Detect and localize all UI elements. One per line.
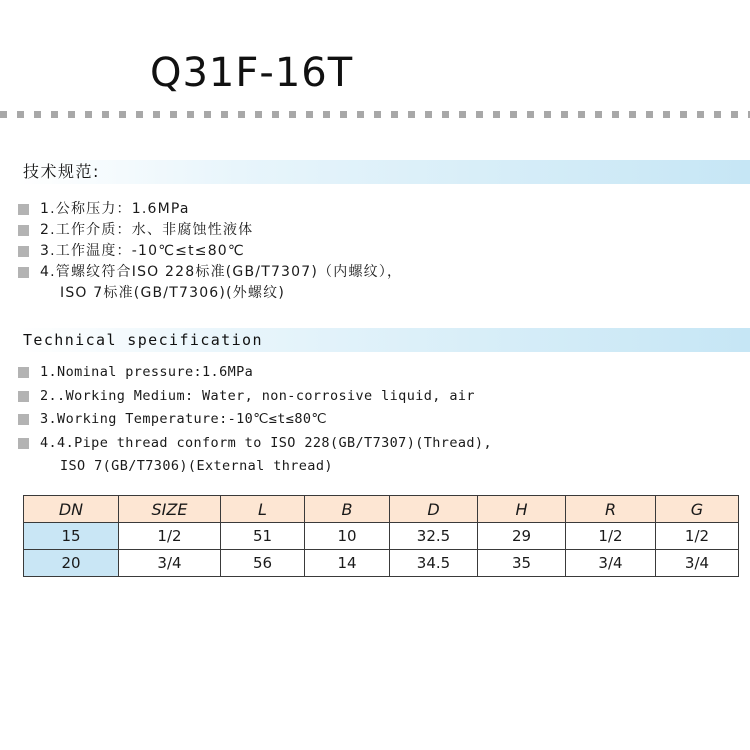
table-cell: 35 (478, 550, 566, 577)
square-bullet-icon (18, 438, 29, 449)
table-cell: 1/2 (566, 523, 656, 550)
column-header-size: SIZE (119, 496, 221, 523)
table-row (24, 523, 739, 550)
table-cell: 10 (305, 523, 390, 550)
table-row (24, 550, 739, 577)
spec-item-cn (18, 241, 402, 262)
table-header-row (24, 496, 739, 523)
product-title: Q31F-16T (150, 50, 354, 96)
section-heading-en: Technical specification (23, 331, 263, 349)
section-heading-band-en (17, 328, 750, 352)
spec-item-en (18, 408, 492, 432)
section-heading-band-cn (17, 160, 750, 184)
spec-item-cn (18, 199, 402, 220)
square-bullet-icon (18, 414, 29, 425)
column-header-g: G (656, 496, 739, 523)
column-header-b: B (305, 496, 390, 523)
spec-item-text: 2.工作介质：水、非腐蚀性液体 (40, 222, 254, 238)
dashed-divider (0, 111, 750, 118)
section-heading-cn: 技术规范: (23, 162, 100, 181)
table-cell: 51 (221, 523, 305, 550)
table-cell: 34.5 (390, 550, 478, 577)
square-bullet-icon (18, 391, 29, 402)
table-cell: 1/2 (656, 523, 739, 550)
square-bullet-icon (18, 246, 29, 257)
table-cell-dn: 20 (24, 550, 119, 577)
column-header-d: D (390, 496, 478, 523)
spec-item-cn (18, 262, 402, 304)
spec-list-en (18, 361, 492, 479)
square-bullet-icon (18, 225, 29, 236)
spec-item-text: 2..Working Medium: Water, non-corrosive liquid, air (40, 387, 475, 404)
column-header-dn: DN (24, 496, 119, 523)
square-bullet-icon (18, 267, 29, 278)
table-cell: 56 (221, 550, 305, 577)
spec-item-text-continued: ISO 7(GB/T7306)(External thread) (60, 458, 333, 474)
spec-item-text: 4.4.Pipe thread conform to ISO 228(GB/T7307)(Thread), (40, 434, 492, 451)
square-bullet-icon (18, 367, 29, 378)
spec-item-text: 1.公称压力：1.6MPa (40, 201, 190, 217)
column-header-h: H (478, 496, 566, 523)
spec-list-cn (18, 199, 402, 304)
table-cell: 32.5 (390, 523, 478, 550)
table-cell: 3/4 (119, 550, 221, 577)
table-cell: 1/2 (119, 523, 221, 550)
spec-item-en (18, 432, 492, 479)
table-cell-dn: 15 (24, 523, 119, 550)
table-cell: 3/4 (566, 550, 656, 577)
spec-item-text: 3.Working Temperature:-10℃≤t≤80℃ (40, 411, 327, 427)
spec-item-text-continued: ISO 7标准(GB/T7306)(外螺纹) (60, 285, 285, 301)
dimension-table (23, 495, 739, 577)
spec-item-cn (18, 220, 402, 241)
spec-item-en (18, 361, 492, 385)
square-bullet-icon (18, 204, 29, 215)
column-header-l: L (221, 496, 305, 523)
spec-item-text: 4.管螺纹符合ISO 228标准(GB/T7307)（内螺纹）， (40, 264, 403, 280)
table-cell: 29 (478, 523, 566, 550)
spec-item-en (18, 385, 492, 409)
column-header-r: R (566, 496, 656, 523)
spec-item-text: 3.工作温度：-10℃≤t≤80℃ (40, 243, 245, 259)
spec-item-text: 1.Nominal pressure:1.6MPa (40, 364, 254, 380)
table-cell: 14 (305, 550, 390, 577)
table-cell: 3/4 (656, 550, 739, 577)
